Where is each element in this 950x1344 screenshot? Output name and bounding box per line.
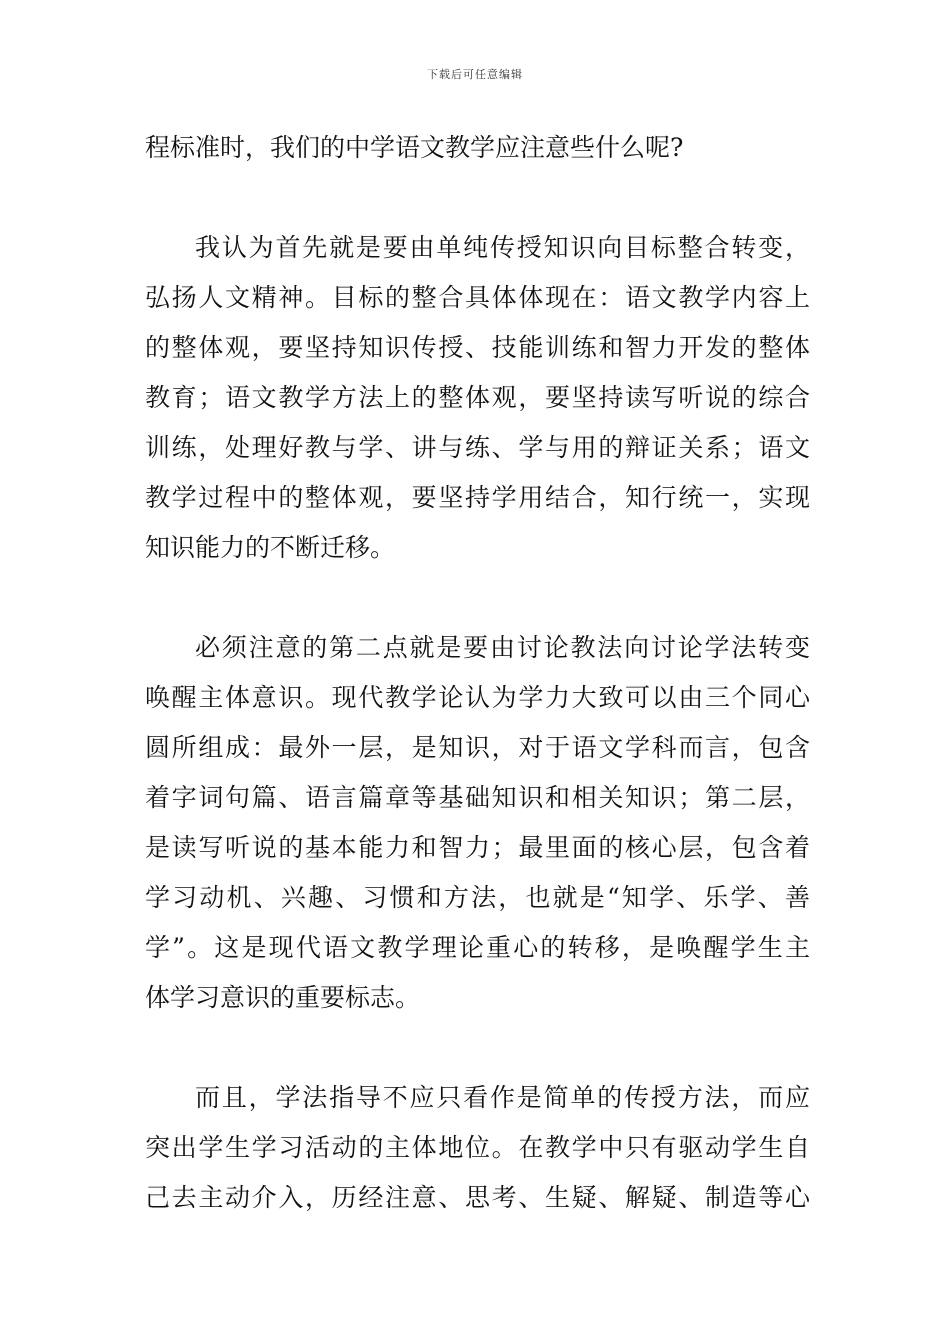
paragraph-line: 学”。这是现代语文教学理论重心的转移，是唤醒学生主 <box>145 933 810 962</box>
paragraph-line: 教学过程中的整体观，要坚持学用结合，知行统一，实现 <box>145 483 810 512</box>
paragraph-line: 学习动机、兴趣、习惯和方法，也就是“知学、乐学、善 <box>145 883 810 912</box>
paragraph-line: 我认为首先就是要由单纯传授知识向目标整合转变， <box>195 233 810 262</box>
paragraph-line: 是读写听说的基本能力和智力；最里面的核心层，包含着 <box>145 833 810 862</box>
paragraph-line: 而且，学法指导不应只看作是简单的传授方法，而应 <box>195 1083 810 1112</box>
paragraph-line: 己去主动介入，历经注意、思考、生疑、解疑、制造等心 <box>145 1183 810 1212</box>
paragraph-line: 弘扬人文精神。目标的整合具体体现在：语文教学内容上 <box>145 283 810 312</box>
paragraph-line: 着字词句篇、语言篇章等基础知识和相关知识；第二层， <box>145 783 810 812</box>
header-note: 下载后可任意编辑 <box>427 68 523 81</box>
paragraph-line: 教育；语文教学方法上的整体观，要坚持读写听说的综合 <box>145 383 810 412</box>
paragraph-line: 必须注意的第二点就是要由讨论教法向讨论学法转变 <box>195 633 810 662</box>
paragraph-line: 训练，处理好教与学、讲与练、学与用的辩证关系；语文 <box>145 433 810 462</box>
paragraph-line: 圆所组成：最外一层，是知识，对于语文学科而言，包含 <box>145 733 810 762</box>
paragraph-line: 体学习意识的重要标志。 <box>145 983 421 1012</box>
paragraph-line: 唤醒主体意识。现代教学论认为学力大致可以由三个同心 <box>145 683 810 712</box>
paragraph-line: 的整体观，要坚持知识传授、技能训练和智力开发的整体 <box>145 333 810 362</box>
paragraph-line: 突出学生学习活动的主体地位。在教学中只有驱动学生自 <box>145 1133 810 1162</box>
paragraph-line: 程标准时，我们的中学语文教学应注意些什么呢? <box>145 133 684 162</box>
paragraph-line: 知识能力的不断迁移。 <box>145 533 396 562</box>
